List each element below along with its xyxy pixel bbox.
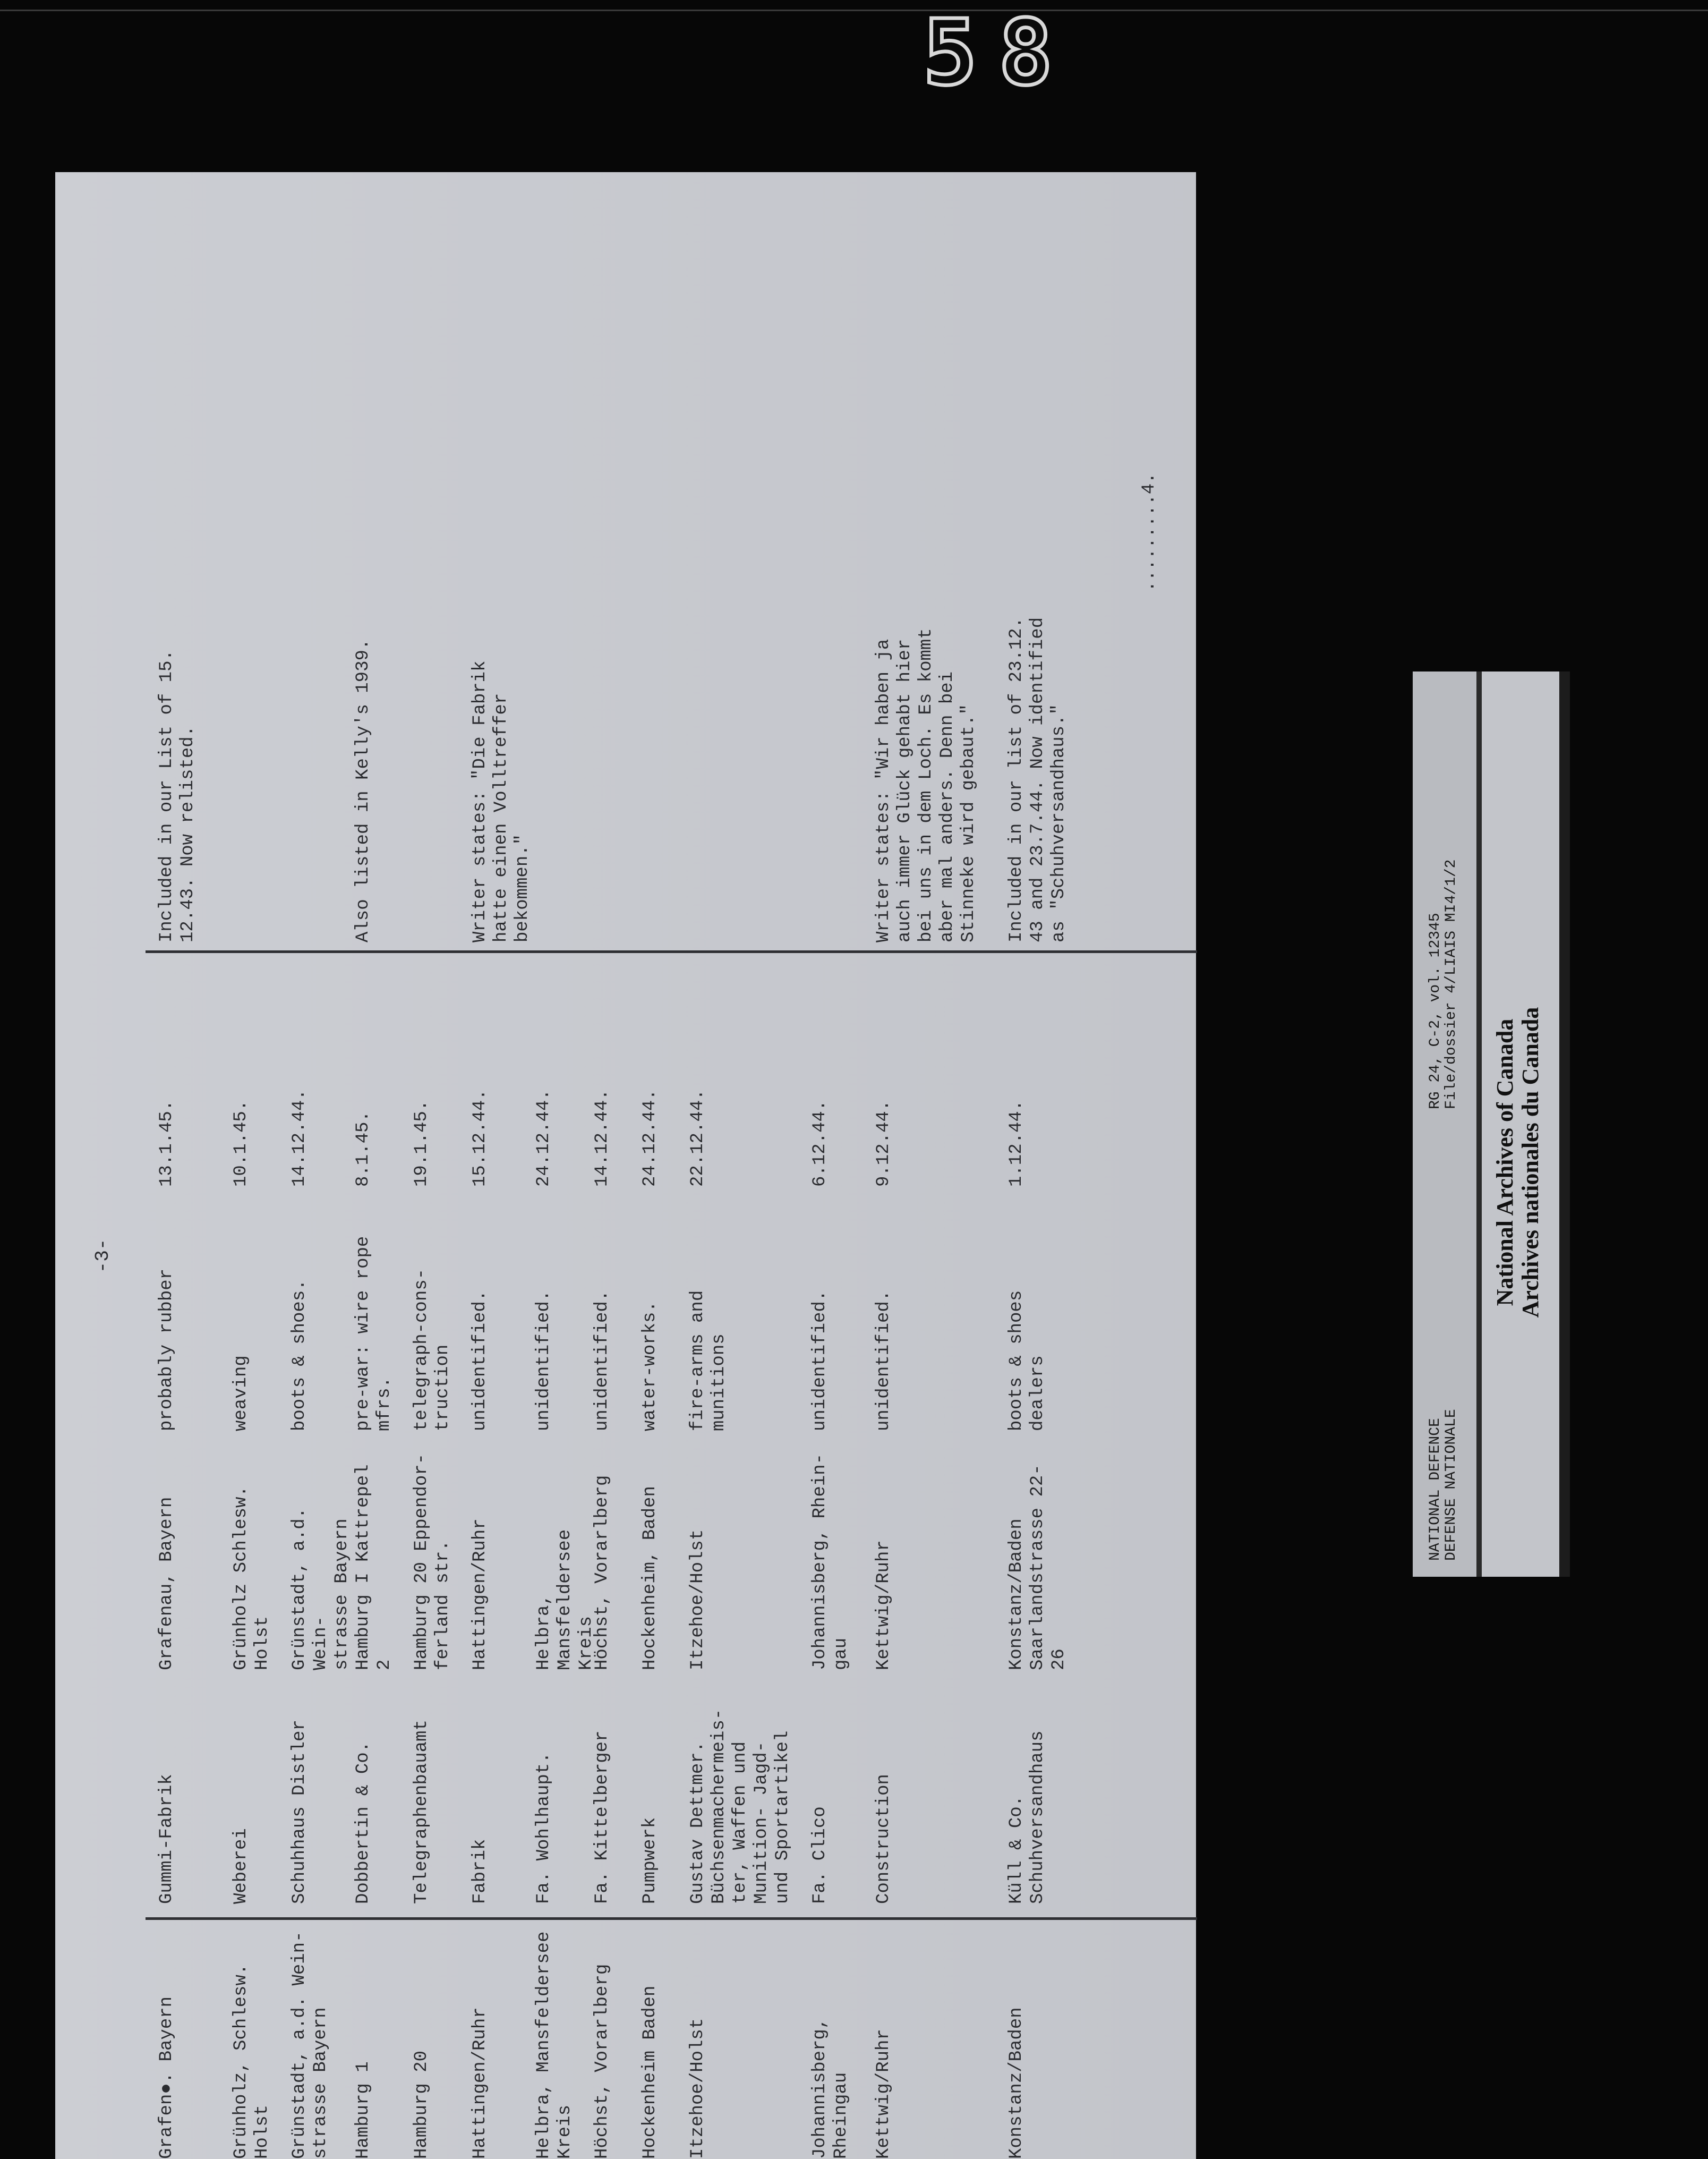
row-address: Grafenau, Bayern: [157, 1497, 177, 1670]
microfilm-frame-number: [903, 1, 1073, 106]
rotated-page-content: [55, 172, 1196, 2159]
row-business-type: fire-arms and munitions: [688, 1290, 729, 1431]
row-date: 14.12.44.: [289, 1089, 310, 1187]
row-business-type: unidentified.: [534, 1290, 554, 1431]
row-location: Helbra, Mansfeldersee Kreis: [534, 1931, 575, 2159]
row-date: 8.1.45.: [353, 1111, 373, 1187]
stamp-edge: [1559, 672, 1570, 1577]
row-date: 9.12.44.: [874, 1100, 894, 1187]
column-divider: [146, 950, 1197, 953]
row-firm: Pumpwerk: [640, 1817, 660, 1904]
stamp-department: NATIONAL DEFENCE DEFENSE NATIONALE: [1427, 1409, 1459, 1561]
row-remarks: Writer states: "Wir haben ja auch immer Glück gehabt hier bei uns in dem Loch. Es kommt aber mal anders. Denn bei Stinneke wird gebaut.": [874, 628, 979, 942]
row-address: Konstanz/Baden Saarlandstrasse 22- 26: [1006, 1464, 1069, 1670]
row-location: Konstanz/Baden: [1006, 2007, 1027, 2159]
row-remarks: Writer states: "Die Fabrik hatte einen Volltreffer bekommen.": [470, 660, 533, 942]
row-address: Johannisberg, Rhein- gau: [810, 1453, 851, 1670]
page-number: -3-: [92, 1238, 114, 1273]
row-date: 1.12.44.: [1006, 1100, 1027, 1187]
row-firm: Fa. Kittelberger: [592, 1730, 612, 1904]
row-location: Hattingen/Ruhr: [470, 2007, 490, 2159]
row-business-type: unidentified.: [470, 1290, 490, 1431]
row-business-type: boots & shoes.: [289, 1279, 310, 1431]
column-divider: [146, 1917, 1197, 1920]
row-firm: Gummi-Fabrik: [157, 1774, 177, 1904]
stamp-reference: RG 24, C-2, vol. 12345 File/dossier 4/LIAIS MI4/1/2: [1427, 859, 1459, 1109]
row-address: Itzehoe/Holst: [688, 1529, 708, 1670]
row-date: 6.12.44.: [810, 1100, 830, 1187]
row-firm: Gustav Dettmer. Büchsenmachermeis- ter, Waffen und Munition- Jagd- und Sportartikel: [688, 1708, 793, 1904]
row-firm: Fa. Wohlhaupt.: [534, 1752, 554, 1904]
stamp-content: [1413, 672, 1559, 1577]
row-location: Grünstadt, a.d. Wein- strasse Bayern: [289, 1931, 331, 2159]
row-business-type: weaving: [231, 1355, 251, 1431]
row-business-type: water-works.: [640, 1301, 660, 1431]
row-firm: Dobbertin & Co.: [353, 1741, 373, 1904]
row-location: Itzehoe/Holst: [688, 2018, 708, 2159]
row-date: 22.12.44.: [688, 1089, 708, 1187]
row-address: Höchst, Vorarlberg: [592, 1475, 612, 1670]
stamp-label-block: [1413, 672, 1476, 1577]
row-firm: Fabrik: [470, 1839, 490, 1904]
row-location: Grafen●. Bayern: [157, 1996, 177, 2159]
row-firm: Schuhhaus Distler: [289, 1720, 310, 1904]
row-address: Hattingen/Ruhr: [470, 1518, 490, 1670]
row-business-type: boots & shoes dealers: [1006, 1290, 1048, 1431]
document-page: [55, 172, 1196, 2159]
row-remarks: Also listed in Kelly's 1939.: [353, 639, 373, 942]
row-business-type: unidentified.: [874, 1290, 894, 1431]
row-address: Hamburg I Kattrepel 2: [353, 1464, 395, 1670]
row-firm: Construction: [874, 1774, 894, 1904]
row-business-type: probably rubber: [157, 1268, 177, 1431]
row-location: Kettwig/Ruhr: [874, 2029, 894, 2159]
row-business-type: unidentified.: [592, 1290, 612, 1431]
row-location: Johannisberg, Rheingau: [810, 2018, 851, 2159]
row-address: Hamburg 20 Eppendor- ferland str.: [412, 1453, 453, 1670]
archive-stamp: [1413, 672, 1559, 1577]
row-address: Kettwig/Ruhr: [874, 1540, 894, 1670]
row-address: Hockenheim, Baden: [640, 1486, 660, 1670]
row-location: Hockenheim Baden: [640, 1985, 660, 2159]
row-business-type: unidentified.: [810, 1290, 830, 1431]
row-location: Höchst, Vorarlberg: [592, 1964, 612, 2159]
row-date: 14.12.44.: [592, 1089, 612, 1187]
row-date: 15.12.44.: [470, 1089, 490, 1187]
frame-digit: 5: [923, 1, 977, 106]
row-address: Grünholz Schlesw. Holst: [231, 1486, 272, 1670]
row-firm: Telegraphenbauamt: [412, 1720, 432, 1904]
row-date: 24.12.44.: [534, 1089, 554, 1187]
row-remarks: Included in our List of 15. 12.43. Now relisted.: [157, 650, 198, 942]
row-date: 24.12.44.: [640, 1089, 660, 1187]
row-date: 13.1.45.: [157, 1100, 177, 1187]
frame-digit: 8: [998, 1, 1053, 106]
continuation-marker: .........4.: [1139, 472, 1159, 592]
stamp-archives-name: National Archives of Canada Archives nationales du Canada: [1492, 1007, 1543, 1318]
row-date: 10.1.45.: [231, 1100, 251, 1187]
row-location: Hamburg 1: [353, 2061, 373, 2159]
row-business-type: pre-war: wire rope mfrs.: [353, 1236, 395, 1431]
row-location: Hamburg 20: [412, 2050, 432, 2159]
film-edge-rule: [0, 10, 1708, 11]
row-firm: Fa. Clico: [810, 1806, 830, 1904]
row-firm: Küll & Co. Schuhversandhaus: [1006, 1730, 1048, 1904]
row-address: Helbra, Mansfeldersee Kreis: [534, 1529, 596, 1670]
row-firm: Weberei: [231, 1828, 251, 1904]
row-location: Grünholz, Schlesw. Holst: [231, 1964, 272, 2159]
stamp-divider: [1476, 672, 1482, 1577]
row-business-type: telegraph-cons- truction: [412, 1268, 453, 1431]
row-address: Grünstadt, a.d. Wein- strasse Bayern: [289, 1507, 352, 1670]
row-remarks: Included in our list of 23.12. 43 and 23.7.44. Now identified as "Schuhversandhaus.": [1006, 617, 1069, 942]
row-date: 19.1.45.: [412, 1100, 432, 1187]
